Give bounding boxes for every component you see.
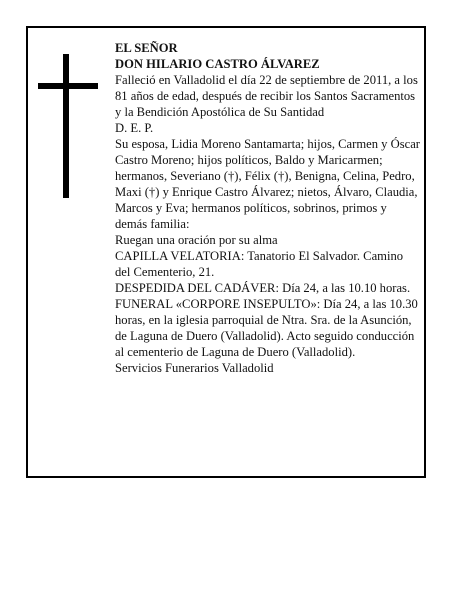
notice-title-line1: EL SEÑOR (115, 41, 178, 55)
obituary-notice (26, 26, 426, 478)
chapel-info: CAPILLA VELATORIA: Tanatorio El Salvador. Camino del Cementerio, 21. (115, 249, 404, 279)
prayer-request: Ruegan una oración por su alma (115, 233, 278, 247)
cross-vertical-bar (63, 54, 69, 198)
cross-horizontal-bar (38, 83, 98, 89)
family-list: Su esposa, Lidia Moreno Santamarta; hijos, Carmen y Óscar Castro Moreno; hijos políticos, Baldo y Maricarmen; hermanos, Severiano (†), Félix (†), Benigna, Celina, Pedro, Maxi (†) y Enrique Castro Álvarez; nietos, Álvaro, Claudia, Marcos y Eva; hermanos políticos, sobrinos, primos y demás familia: (115, 137, 420, 231)
farewell-info: DESPEDIDA DEL CADÁVER: Día 24, a las 10.10 horas. (115, 281, 411, 295)
funeral-services: Servicios Funerarios Valladolid (115, 361, 274, 375)
funeral-info: FUNERAL «CORPORE INSEPULTO»: Día 24, a las 10.30 horas, en la iglesia parroquial de Ntra. Sra. de la Asunción, de Laguna de Duero (Valladolid). Acto seguido conducción al cementerio de Laguna de Duero (Valladolid). (115, 297, 418, 359)
death-announcement: Falleció en Valladolid el día 22 de septiembre de 2011, a los 81 años de edad, después de recibir los Santos Sacramentos y la Bendición Apostólica de Su Santidad (115, 73, 418, 119)
dep-text: D. E. P. (115, 121, 154, 135)
notice-title-line2: DON HILARIO CASTRO ÁLVAREZ (115, 57, 320, 71)
notice-text-block (115, 40, 421, 376)
cross-icon (38, 54, 98, 198)
